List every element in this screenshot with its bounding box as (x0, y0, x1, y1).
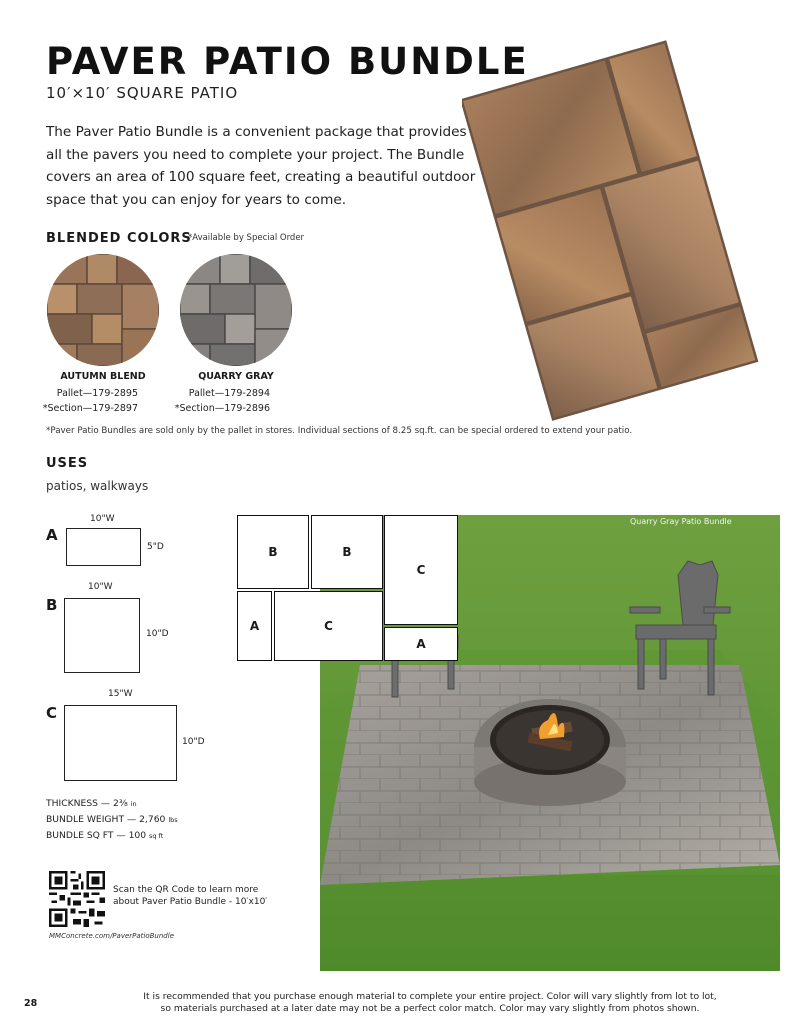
paver-c-width: 15"W (108, 689, 133, 699)
uses-text: patios, walkways (46, 479, 149, 493)
thickness-spec: THICKNESS — 2⅜ in (46, 798, 137, 809)
quarry-gray-swatch (180, 254, 292, 366)
disclaimer-line-2: so materials purchased at a later date may not be a perfect color match. Color may vary slightly from photos shown. (160, 1003, 700, 1014)
paver-a-shape (66, 528, 141, 566)
paver-a-width: 10"W (90, 514, 115, 524)
uses-heading: USES (46, 456, 89, 471)
paver-b-depth: 10"D (146, 629, 169, 639)
disclaimer-note (110, 991, 750, 1015)
photo-caption: Quarry Gray Patio Bundle (630, 517, 732, 526)
layout-piece-a-1: A (237, 591, 272, 661)
paver-c-depth: 10"D (182, 737, 205, 747)
paver-c-letter: C (46, 704, 58, 722)
paver-b-letter: B (46, 596, 58, 614)
page-number: 28 (24, 998, 38, 1009)
qr-text-line-2: about Paver Patio Bundle - 10′x10′ (113, 897, 268, 907)
paver-a-letter: A (46, 526, 58, 544)
product-url-link[interactable]: MMConcrete.com/PaverPatioBundle (49, 932, 174, 940)
autumn-blend-name: AUTUMN BLEND (60, 371, 146, 382)
page-subtitle: 10′×10′ SQUARE PATIO (46, 84, 239, 102)
autumn-blend-section-code: *Section—179-2897 (42, 403, 138, 414)
colors-heading: BLENDED COLORS (46, 231, 192, 246)
layout-piece-a-2: A (384, 627, 458, 661)
paver-c-shape (64, 705, 177, 781)
page-title: PAVER PATIO BUNDLE (46, 40, 529, 83)
qr-description (113, 884, 267, 908)
qr-code-icon[interactable] (49, 871, 105, 927)
paver-b-shape (64, 598, 140, 673)
colors-footnote: *Paver Patio Bundles are sold only by the pallet in stores. Individual sections of 8.25 sq.ft. can be special ordered to extend your patio. (46, 426, 633, 436)
quarry-gray-section-code: *Section—179-2896 (174, 403, 270, 414)
hero-paver-image (462, 18, 800, 428)
intro-paragraph: The Paver Patio Bundle is a convenient package that provides all the pavers you need to complete your project. The Bundle covers an area of 100 square feet, creating a beautiful outdoor space that you can enjoy for years to come. (46, 124, 476, 208)
qr-text-line-1: Scan the QR Code to learn more (113, 885, 259, 895)
layout-piece-b-2: B (311, 515, 383, 589)
layout-piece-b-1: B (237, 515, 309, 589)
layout-piece-c-2: C (274, 591, 383, 661)
paver-b-width: 10"W (88, 582, 113, 592)
specs-block (46, 796, 178, 844)
paver-a-depth: 5"D (147, 542, 164, 552)
autumn-blend-swatch (47, 254, 159, 366)
disclaimer-line-1: It is recommended that you purchase enough material to complete your entire project. Color will vary slightly from lot to lot, (143, 991, 717, 1002)
layout-piece-c-1: C (384, 515, 458, 625)
colors-note: *Available by Special Order (188, 233, 305, 243)
weight-spec: BUNDLE WEIGHT — 2,760 lbs (46, 814, 178, 825)
autumn-blend-pallet-code: Pallet—179-2895 (56, 388, 138, 399)
quarry-gray-pallet-code: Pallet—179-2894 (188, 388, 270, 399)
quarry-gray-name: QUARRY GRAY (198, 371, 274, 382)
sqft-spec: BUNDLE SQ FT — 100 sq ft (46, 830, 164, 841)
